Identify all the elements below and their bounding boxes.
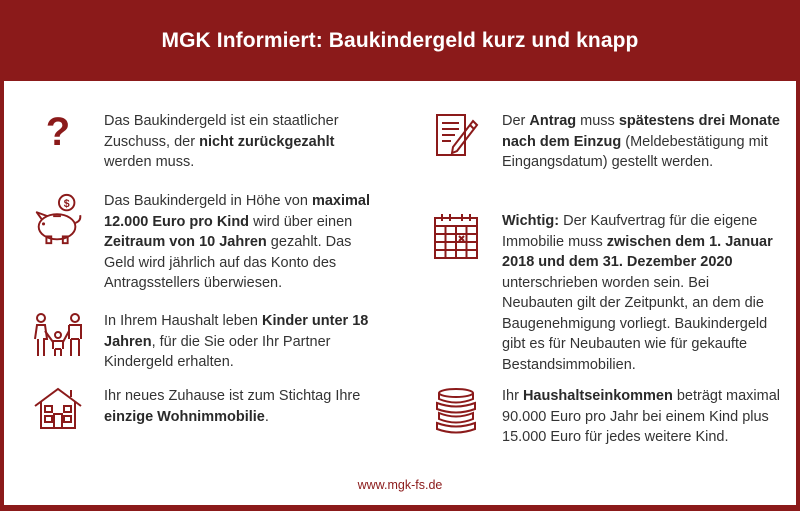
header-bar: [4, 0, 796, 81]
text-segment: unterschrieben worden sein. Bei Neubauten gilt der Zeitpunkt, an dem die Baugenehmigung vorliegt. Baukindergeld gibt es für Neubauten wie für gekaufte Bestandsimmobilien.: [502, 274, 768, 373]
text-segment: , für die Sie oder Ihr Partner Kindergeld erhalten.: [104, 333, 331, 370]
info-text: [104, 111, 384, 173]
text-segment: Das Baukindergeld ist ein staatlicher Zuschuss, der: [104, 113, 339, 150]
text-segment: beträgt maximal 90.000 Euro pro Jahr bei einem Kind plus 15.000 Euro für jedes weitere Kind.: [502, 388, 781, 445]
bold-text: Wichtig:: [502, 213, 560, 229]
text-segment: wird über einen: [249, 213, 353, 230]
document-pen-icon: [428, 111, 484, 173]
bold-text: Antrag: [529, 113, 577, 129]
text-segment: In Ihrem Haushalt leben: [104, 313, 262, 329]
text-segment: Der Kaufvertrag für die eigene Immobilie muss: [502, 213, 758, 250]
info-text: [502, 111, 782, 173]
text-segment: gezahlt. Das Geld wird jährlich auf das Konto des Antragsstellers überwiesen.: [104, 234, 352, 291]
info-text: [502, 386, 782, 448]
coin-stack-icon: [428, 386, 484, 448]
info-text: [104, 386, 384, 430]
bold-text: maximal 12.000 Euro pro Kind: [104, 193, 371, 230]
bold-text: Haushaltseinkommen: [522, 388, 673, 404]
house-icon: [30, 386, 86, 430]
svg-text:$: $: [63, 197, 70, 210]
info-item-wohnimmobilie: [30, 386, 390, 430]
bold-text: Zeitraum von 10 Jahren: [104, 234, 267, 250]
page-title: MGK Informiert: Baukindergeld kurz und knapp: [161, 28, 639, 52]
question-mark-icon: [30, 111, 86, 173]
text-segment: werden muss.: [104, 154, 195, 170]
info-text: [502, 211, 782, 375]
bold-text: spätestens drei Monate nach dem Einzug: [502, 113, 781, 150]
info-item-kaufvertrag: [428, 211, 788, 375]
text-segment: Der: [502, 113, 530, 129]
info-text: [104, 191, 384, 294]
text-segment: Ihr: [502, 388, 523, 404]
info-text: [104, 311, 384, 373]
footer-url: www.mgk-fs.de: [357, 478, 443, 492]
calendar-icon: [428, 211, 484, 375]
info-item-zuschuss: [30, 111, 390, 173]
info-item-betrag: [30, 191, 390, 294]
bold-text: Kinder unter 18 Jahren: [104, 313, 369, 350]
text-segment: muss: [576, 113, 619, 129]
text-segment: .: [264, 408, 269, 425]
info-item-antrag: [428, 111, 788, 173]
text-segment: (Meldebestätigung mit Eingangsdatum) gestellt werden.: [502, 133, 768, 170]
text-segment: Das Baukindergeld in Höhe von: [104, 193, 312, 209]
svg-text:?: ?: [45, 111, 71, 153]
family-icon: [30, 311, 86, 373]
piggy-bank-icon: [30, 191, 86, 294]
bold-text: einzige Wohnimmobilie: [104, 408, 265, 425]
info-item-einkommen: [428, 386, 788, 448]
text-segment: Ihr neues Zuhause ist zum Stichtag Ihre: [104, 388, 361, 404]
bold-text: nicht zurückgezahlt: [199, 133, 335, 150]
info-item-kinder: [30, 311, 390, 373]
bold-text: zwischen dem 1. Januar 2018 und dem 31. Dezember 2020: [502, 233, 773, 270]
